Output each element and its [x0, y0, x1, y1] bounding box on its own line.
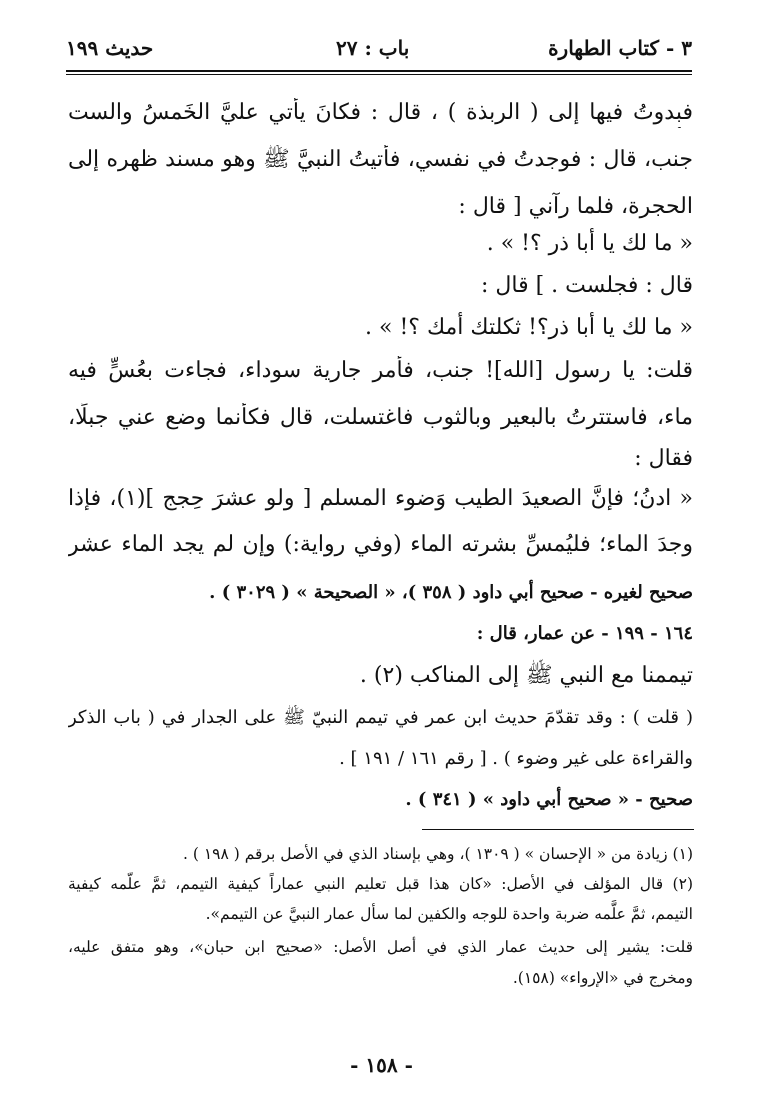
footnote-3-line-1: قلت: يشير إلى حديث عمار الذي في أصل الأصل: «صحيح ابن حبان»، وهو متفق عليه،	[68, 938, 693, 956]
footnote-rule	[422, 829, 694, 830]
footnote-2-line-1: (٢) قال المؤلف في الأصل: «كان هذا قبل تعليم النبي عماراً كيفية التيمم، ثمَّ علَّمه كيفية	[68, 875, 693, 893]
header-hadith: حديث ١٩٩	[66, 36, 154, 60]
body-line-11: وجدَ الماء؛ فليُمسِّ بشرته الماء (وفي رواية:) وإن لم يجد الماء عشر	[68, 532, 693, 557]
body-line-9: فقال :	[634, 446, 693, 471]
header-rule	[66, 70, 692, 72]
grading-1: صحيح لغيره - صحيح أبي داود ( ٣٥٨ )، « الصحيحة » ( ٣٠٢٩ ) .	[209, 582, 693, 603]
body-line-2: جنب، قال : فوجدتُ في نفسي، فأتيتُ النبيَّ ﷺ وهو مسند ظهره إلى	[68, 147, 693, 172]
body-line-8: ماء، فاستترتُ بالبعير وبالثوب فاغتسلت، قال فكأنما وضع عني جبلًا،	[68, 405, 693, 430]
body-line-1: فبدوتُ فيها إلى ( الربذة ) ، قال : فكانَ يأتي عليَّ الخَمسُ والست	[68, 100, 693, 125]
page-number: - ١٥٨ -	[350, 1053, 413, 1077]
body-line-3: الحجرة، فلما رآني [ قال :	[458, 194, 693, 219]
footnote-3-line-2: ومخرج في «الإرواء» (١٥٨).	[512, 969, 693, 987]
footnote-1: (١) زيادة من « الإحسان » ( ١٣٠٩ )، وهي بإسناد الذي في الأصل برقم ( ١٩٨ ) .	[183, 845, 693, 863]
body-line-6: « ما لك يا أبا ذر؟! ثكلتك أمك ؟! » .	[365, 315, 693, 340]
header-rule-thin	[66, 74, 692, 75]
hadith-2-number: ١٦٤ - ١٩٩ - عن عمار، قال :	[476, 623, 693, 644]
grading-2: صحيح - « صحيح أبي داود » ( ٣٤١ ) .	[405, 789, 693, 810]
body-line-10: « ادنُ؛ فإنَّ الصعيدَ الطيب وَضوء المسلم [ ولو عشرَ حِجج ](١)، فإذا	[68, 486, 693, 511]
footnote-2-line-2: التيمم، ثمَّ علَّمه ضربة واحدة للوجه والكفين لما سأل عمار النبيَّ عن التيمم».	[205, 905, 693, 923]
header-chapter: ٣ - كتاب الطهارة	[548, 36, 692, 60]
hadith-2-note-1: ( قلت ) : وقد تقدّمَ حديث ابن عمر في تيمم النبيّ ﷺ على الجدار في ( باب الذكر	[68, 707, 693, 728]
body-line-5: قال : فجلست . ] قال :	[481, 273, 693, 298]
hadith-2-note-2: والقراءة على غير وضوء ) . [ رقم ١٦١ / ١٩١ ] .	[339, 748, 693, 769]
body-line-7: قلت: يا رسول [الله]! جنب، فأمر جارية سوداء، فجاءت بعُسٍّ فيه	[68, 358, 693, 383]
running-header	[66, 30, 692, 66]
header-bab: باب : ٢٧	[336, 36, 410, 60]
body-line-4: « ما لك يا أبا ذر ؟! » .	[486, 231, 693, 256]
hadith-2-text: تيممنا مع النبي ﷺ إلى المناكب (٢) .	[359, 663, 693, 688]
